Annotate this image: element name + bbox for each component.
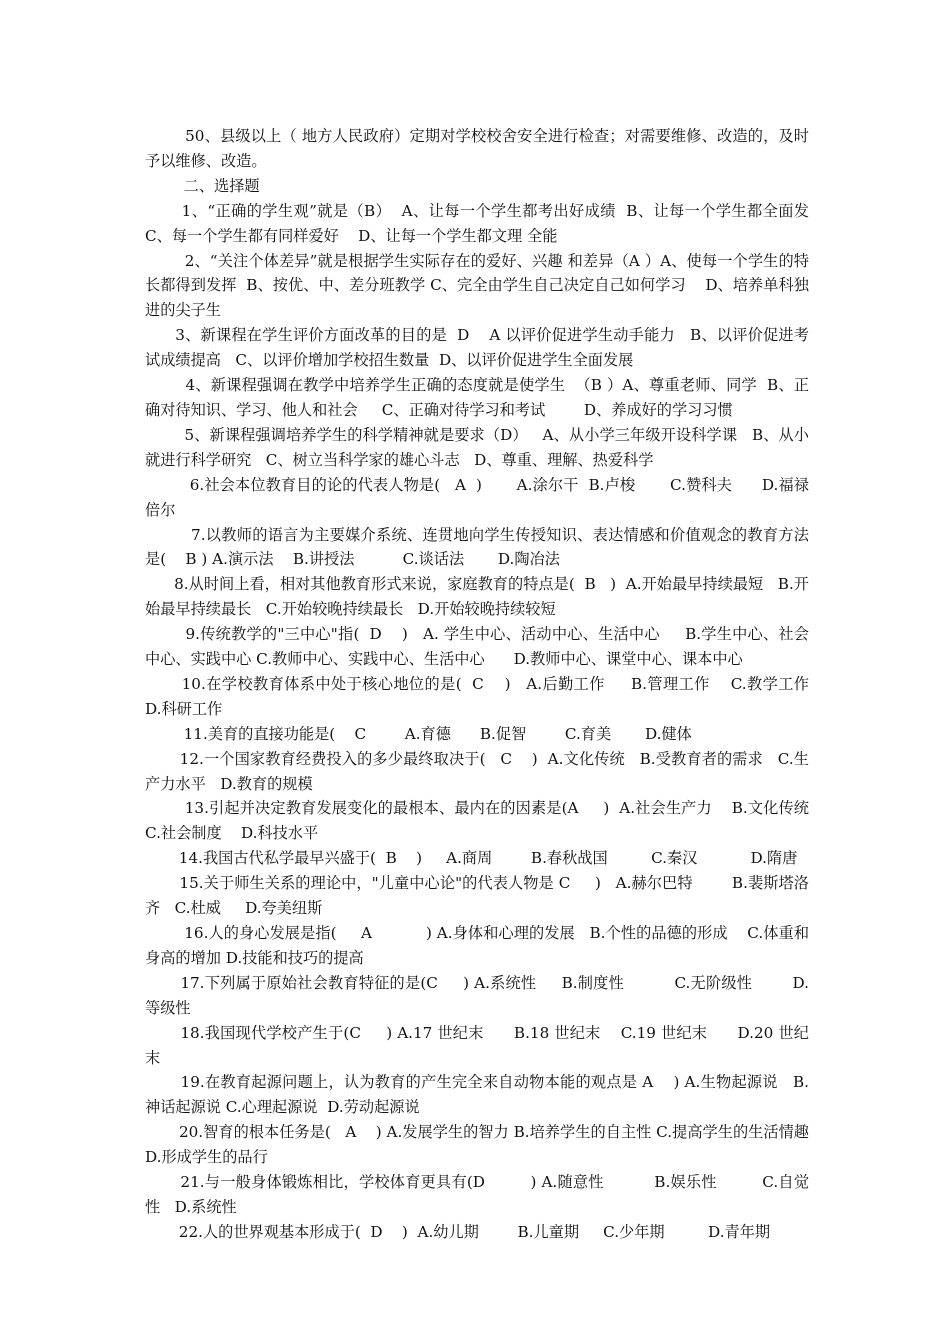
question-11: 11.美育的直接功能是( C A.育德 B.促智 C.育美 D.健体 — [145, 724, 692, 743]
question-3: 3、新课程在学生评价方面改革的目的是 D A 以评价促进学生动手能力 B、以评价促进考试成绩提高 C、以评价增加学校招生数量 D、以评价促进学生全面发展 — [145, 326, 809, 370]
question-14: 14.我国古代私学最早兴盛于( B ) A.商周 B.春秋战国 C.秦汉 D.隋唐 — [145, 849, 798, 868]
question-1: 1、“正确的学生观”就是（B） A、让每一个学生都考出好成绩 B、让每一个学生都全面发 C、每一个学生都有同样爱好 D、让每一个学生都文理 全能 — [145, 201, 814, 245]
question-13: 13.引起并决定教育发展变化的最根本、最内在的因素是(A ) A.社会生产力 B.文化传统 C.社会制度 D.科技水平 — [145, 799, 829, 843]
question-6: 6.社会本位教育目的论的代表人物是( A ) A.涂尔干 B.卢梭 C.赞科夫 D.福禄倍尔 — [145, 475, 809, 519]
question-5: 5、新课程强调培养学生的科学精神就是要求（D） A、从小学三年级开设科学课 B、从小就进行科学研究 C、树立当科学家的雄心斗志 D、尊重、理解、热爱科学 — [145, 425, 809, 469]
question-9: 9.传统教学的"三中心"指( D ) A. 学生中心、活动中心、生活中心 B.学生中心、社会中心、实践中心 C.教师中心、实践中心、生活中心 D.教师中心、课堂中心、课本中心 — [145, 625, 809, 669]
question-8: 8.从时间上看，相对其他教育形式来说，家庭教育的特点是( B ) A.开始最早持续最短 B.开始最早持续最长 C.开始较晚持续最长 D.开始较晚持续较短 — [145, 575, 809, 619]
question-21: 21.与一般身体锻炼相比，学校体育更具有(D ) A.随意性 B.娱乐性 C.自觉性 D.系统性 — [145, 1173, 810, 1216]
document-page — [145, 124, 829, 1245]
question-16: 16.人的身心发展是指( A ) A.身体和心理的发展 B.个性的品德的形成 C.体重和身高的增加 D.技能和技巧的提高 — [145, 924, 810, 967]
question-20: 20.智育的根本任务是( A ) A.发展学生的智力 B.培养学生的自主性 C.提高学生的生活情趣 D.形成学生的品行 — [145, 1123, 814, 1167]
question-2: 2、“关注个体差异”就是根据学生实际存在的爱好、兴趣 和差异（A ）A、使每一个学生的特长都得到发挥 B、按优、中、差分班教学 C、完全由学生自己决定自己如何学习 D、培养单科独进的尖子生 — [145, 251, 809, 320]
paragraph-item-50: 50、县级以上（ 地方人民政府）定期对学校校舍安全进行检查；对需要维修、改造的，及时予以维修、改造。 — [145, 127, 809, 170]
question-19: 19.在教育起源问题上，认为教育的产生完全来自动物本能的观点是 A ) A.生物起源说 B.神话起源说 C.心理起源说 D.劳动起源说 — [145, 1073, 810, 1117]
question-15: 15.关于师生关系的理论中，"儿童中心论"的代表人物是 C ) A.赫尔巴特 B.裴斯塔洛齐 C.杜威 D.夸美纽斯 — [145, 874, 809, 918]
question-7: 7.以教师的语言为主要媒介系统、连贯地向学生传授知识、表达情感和价值观念的教育方法是( B ) A.演示法 B.讲授法 C.谈话法 D.陶冶法 — [145, 525, 809, 569]
question-10: 10.在学校教育体系中处于核心地位的是( C ) A.后勤工作 B.管理工作 C.教学工作 D.科研工作 — [145, 674, 824, 718]
section-heading: 二、选择题 — [145, 176, 260, 195]
question-17: 17.下列属于原始社会教育特征的是(C ) A.系统性 B.制度性 C.无阶级性 D.等级性 — [145, 973, 810, 1017]
question-18: 18.我国现代学校产生于(C ) A.17 世纪末 B.18 世纪末 C.19 世纪末 D.20 世纪末 — [145, 1023, 809, 1067]
question-12: 12.一个国家教育经费投入的多少最终取决于( C ) A.文化传统 B.受教育者的需求 C.生产力水平 D.教育的规模 — [145, 749, 809, 793]
question-4: 4、新课程强调在教学中培养学生正确的态度就是使学生 （B ）A、尊重老师、同学 B、正确对待知识、学习、他人和社会 C、正确对待学习和考试 D、养成好的学习习惯 — [145, 376, 810, 419]
question-22: 22.人的世界观基本形成于( D ) A.幼儿期 B.儿童期 C.少年期 D.青年期 — [145, 1222, 771, 1241]
